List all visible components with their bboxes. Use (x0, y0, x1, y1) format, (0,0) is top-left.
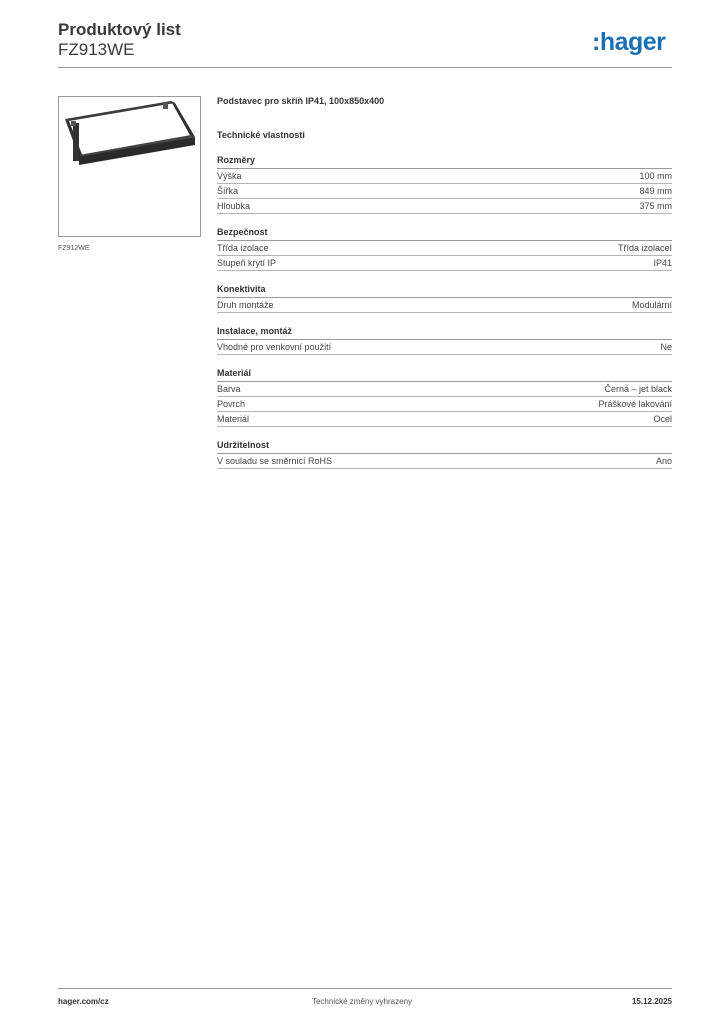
spec-value: 375 mm (639, 201, 672, 211)
product-image (58, 96, 201, 237)
product-details (217, 95, 672, 469)
spec-row (217, 412, 672, 427)
spec-row (217, 382, 672, 397)
document-header (58, 20, 181, 60)
spec-value: 849 mm (639, 186, 672, 196)
spec-section-title: Instalace, montáž (217, 326, 672, 340)
spec-section (217, 284, 672, 313)
spec-row (217, 199, 672, 214)
spec-value: 100 mm (639, 171, 672, 181)
spec-row (217, 298, 672, 313)
product-frame-drawing (59, 97, 200, 236)
spec-value: Modulární (631, 300, 672, 310)
spec-value: Třída izolaceI (617, 243, 672, 253)
spec-value: Ocel (653, 414, 672, 424)
product-description: Podstavec pro skříň IP41, 100x850x400 (217, 96, 385, 106)
spec-value: Ano (655, 456, 672, 466)
spec-section-title: Rozměry (217, 155, 672, 169)
spec-section (217, 227, 672, 271)
spec-section (217, 368, 672, 427)
spec-key: Stupeň krytí IP (217, 258, 277, 268)
spec-key: Výška (217, 171, 242, 181)
spec-key: V souladu se směrnicí RoHS (217, 456, 333, 466)
footer-date: 15.12.2025 (631, 997, 672, 1006)
hager-logo: :hager (592, 28, 666, 56)
spec-value: IP41 (653, 258, 672, 268)
spec-key: Barva (217, 384, 241, 394)
spec-row (217, 184, 672, 199)
header-divider (58, 67, 672, 68)
spec-row (217, 241, 672, 256)
spec-sections (217, 155, 672, 469)
spec-key: Třída izolace (217, 243, 269, 253)
spec-key: Druh montáže (217, 300, 274, 310)
spec-row (217, 340, 672, 355)
footer-divider (58, 988, 672, 989)
spec-section-title: Materiál (217, 368, 672, 382)
spec-row (217, 397, 672, 412)
technical-heading: Technické vlastnosti (217, 130, 305, 140)
spec-row (217, 169, 672, 184)
spec-row (217, 256, 672, 271)
spec-key: Šířka (217, 186, 239, 196)
spec-section (217, 326, 672, 355)
spec-value: Práškové lakování (598, 399, 672, 409)
spec-row (217, 454, 672, 469)
footer-notice: Technické změny vyhrazeny (311, 997, 413, 1006)
spec-value: Černá – jet black (604, 384, 672, 394)
spec-key: Povrch (217, 399, 246, 409)
footer-website: hager.com/cz (58, 997, 109, 1006)
spec-section (217, 155, 672, 214)
spec-key: Vhodné pro venkovní použití (217, 342, 332, 352)
spec-section-title: Udržitelnost (217, 440, 672, 454)
spec-section (217, 440, 672, 469)
spec-key: Materiál (217, 414, 250, 424)
product-code: FZ913WE (58, 40, 135, 59)
page-title: Produktový list (58, 20, 181, 39)
spec-section-title: Konektivita (217, 284, 672, 298)
spec-section-title: Bezpečnost (217, 227, 672, 241)
spec-key: Hloubka (217, 201, 251, 211)
image-caption: FZ912WE (58, 245, 90, 252)
spec-value: Ne (660, 342, 672, 352)
